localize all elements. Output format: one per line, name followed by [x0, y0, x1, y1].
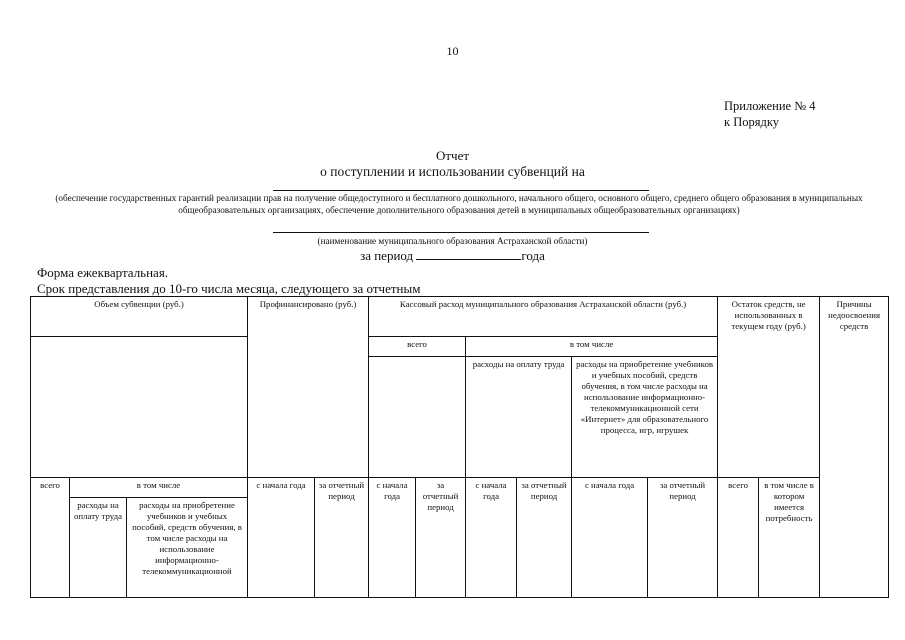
- page-number: 10: [446, 44, 459, 58]
- cash-total: всего: [369, 337, 466, 357]
- cash-total-for-period: за отчетный период: [416, 478, 466, 598]
- municipality-note: (наименование муниципального образования Астраханской области): [317, 236, 588, 246]
- form-type: Форма ежеквартальная.: [37, 265, 169, 280]
- cash-including: в том числе: [466, 337, 718, 357]
- purpose-underline: [273, 190, 649, 191]
- cash-labor-for-period: за отчетный период: [517, 478, 572, 598]
- header-financed: Профинансировано (руб.): [248, 297, 369, 478]
- financed-for-period: за отчетный период: [315, 478, 369, 598]
- cash-total-from-start: с начала года: [369, 478, 416, 598]
- appendix-line2: к Порядку: [724, 115, 779, 129]
- cash-textbooks-for-period: за отчетный период: [648, 478, 718, 598]
- cash-labor-from-start: с начала года: [466, 478, 517, 598]
- report-subtitle: о поступлении и использовании субвенций на: [320, 164, 585, 179]
- period-blank[interactable]: [416, 248, 521, 260]
- header-reasons: Причины недоосвоения средств: [820, 297, 889, 598]
- cash-textbooks: расходы на приобретение учебников и учебных пособий, средств обучения, в том числе расходы на использование информационно-телекоммуникационной сети «Интернет» для образовательного процесса, игр, игрушек: [572, 357, 718, 478]
- cash-textbooks-from-start: с начала года: [572, 478, 648, 598]
- report-table: [30, 296, 889, 598]
- volume-labor: расходы на оплату труда: [70, 498, 127, 598]
- period-line: [0, 248, 905, 264]
- volume-total: всего: [31, 478, 70, 598]
- submission-deadline: Срок представления до 10-го числа месяца, следующего за отчетным: [37, 281, 421, 296]
- volume-textbooks: расходы на приобретение учебников и учебных пособий, средств обучения, в том числе расходы на использование информационно-телекоммуникационной: [127, 498, 248, 598]
- report-title: Отчет: [435, 148, 470, 163]
- financed-from-start: с начала года: [248, 478, 315, 598]
- purpose-note: (обеспечение государственных гарантий реализации прав на получение общедоступного и бесплатного дошкольного, начального общего, основного общего, среднего общего образования в муниципальных общеобразовательных организациях, обеспечение дополнительного образования детей в муниципальных общеобразовательных организациях): [55, 193, 863, 215]
- header-remainder: Остаток средств, не использованных в текущем году (руб.): [718, 297, 820, 478]
- cash-labor: расходы на оплату труда: [466, 357, 572, 478]
- cash-total-blank: [369, 357, 466, 478]
- header-cash-expense: Кассовый расход муниципального образования Астраханской области (руб.): [369, 297, 718, 337]
- remainder-needed: в том числе в котором имеется потребность: [759, 478, 820, 598]
- period-suffix: года: [521, 248, 545, 263]
- municipality-underline: [273, 232, 649, 233]
- volume-blank: [31, 337, 248, 478]
- remainder-total: всего: [718, 478, 759, 598]
- period-prefix: за период: [360, 248, 414, 263]
- volume-including: в том числе: [70, 478, 248, 498]
- appendix-label: [724, 98, 816, 130]
- appendix-line1: Приложение № 4: [724, 99, 816, 113]
- header-volume: Объем субвенции (руб.): [31, 297, 248, 337]
